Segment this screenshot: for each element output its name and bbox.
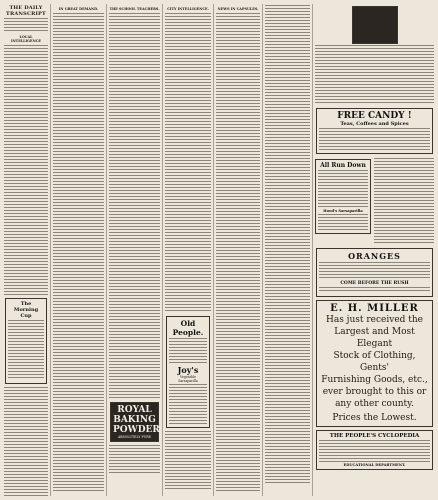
text-block [109, 13, 160, 398]
text-block [315, 45, 434, 105]
ad-line: Largest and Most Elegant [334, 327, 415, 349]
column-5 [216, 4, 260, 496]
column-rule [50, 4, 51, 496]
text-block [319, 440, 430, 462]
column-4 [165, 4, 211, 496]
ad-subtitle: Vegetable [180, 375, 196, 379]
text-block [4, 18, 48, 32]
text-block [169, 384, 207, 424]
text-block [265, 5, 310, 485]
column-heading: CITY INTELLIGENCE. [167, 7, 209, 11]
ad-line: Prices the Lowest. [332, 413, 417, 423]
old-people-ad [166, 316, 210, 428]
ad-title: FREE CANDY ! [337, 111, 412, 121]
cyclopedia-ad [316, 430, 433, 470]
trademark-emblem-icon [352, 6, 398, 44]
free-candy-ad [316, 108, 433, 154]
masthead: THE DAILY TRANSCRIPT [6, 5, 46, 17]
text-block [374, 158, 434, 244]
text-block [8, 320, 44, 380]
ad-title: ORANGES [348, 251, 401, 261]
text-block [4, 45, 48, 295]
column-3 [109, 4, 160, 496]
text-block [319, 287, 430, 293]
column-heading: THE SCHOOL TEACHERS. [109, 7, 160, 11]
ad-line: Has just received the [325, 315, 424, 325]
ad-line: any other county. [335, 399, 414, 409]
column-rule [106, 4, 107, 496]
text-block [319, 128, 430, 150]
all-run-down-ad [315, 159, 371, 234]
ad-subtitle: ABSOLUTELY PURE [117, 435, 152, 439]
ad-subtitle: Teas, Coffees and Spices [340, 121, 409, 127]
column-7-ads [315, 4, 434, 496]
ad-line: Furnishing Goods, etc., [321, 375, 428, 385]
column-2 [53, 4, 104, 496]
text-block [216, 13, 260, 493]
text-block [319, 262, 430, 280]
ad-subtitle: Sarsaparilla [178, 379, 198, 383]
text-block [169, 338, 207, 364]
column-rule [312, 4, 313, 496]
text-block [53, 13, 104, 493]
text-block [4, 387, 48, 496]
column-rule [162, 4, 163, 496]
text-block [165, 431, 211, 491]
ad-title: The Morning Cup [13, 301, 39, 319]
ad-subtitle: EDUCATIONAL DEPARTMENT. [343, 463, 406, 467]
column-heading: IN GREAT DEMAND. [58, 7, 99, 11]
text-block [318, 214, 368, 230]
ad-title: BAKING [113, 415, 156, 425]
oranges-ad [316, 248, 433, 297]
ad-title: All Run Down [320, 162, 366, 169]
column-heading: LOCAL INTELLIGENCE [10, 35, 41, 43]
text-block [109, 445, 160, 475]
ad-title: Old People. [172, 319, 204, 337]
text-block [165, 13, 211, 313]
ad-line: Stock of Clothing, Gents' [333, 351, 416, 373]
column-rule [262, 4, 263, 496]
ad-subtitle: COME BEFORE THE RUSH [340, 281, 409, 286]
miller-ad [316, 300, 433, 427]
royal-baking-powder-ad [110, 402, 159, 442]
column-heading: NEWS IN CAPSULES. [217, 7, 259, 11]
ad-title: Joy's [177, 365, 199, 375]
morning-cup-ad [5, 298, 47, 384]
ad-title: E. H. MILLER [330, 303, 419, 314]
text-block [318, 170, 368, 208]
column-6 [265, 4, 310, 496]
ad-title: THE PEOPLE'S CYCLOPEDIA [329, 433, 420, 439]
column-1 [4, 4, 48, 496]
column-rule [213, 4, 214, 496]
ad-title: ROYAL [117, 405, 152, 415]
ad-line: ever brought to this or [322, 387, 427, 397]
ad-title: POWDER [113, 425, 160, 435]
ad-subtitle: Hood's Sarsaparilla [323, 209, 363, 213]
